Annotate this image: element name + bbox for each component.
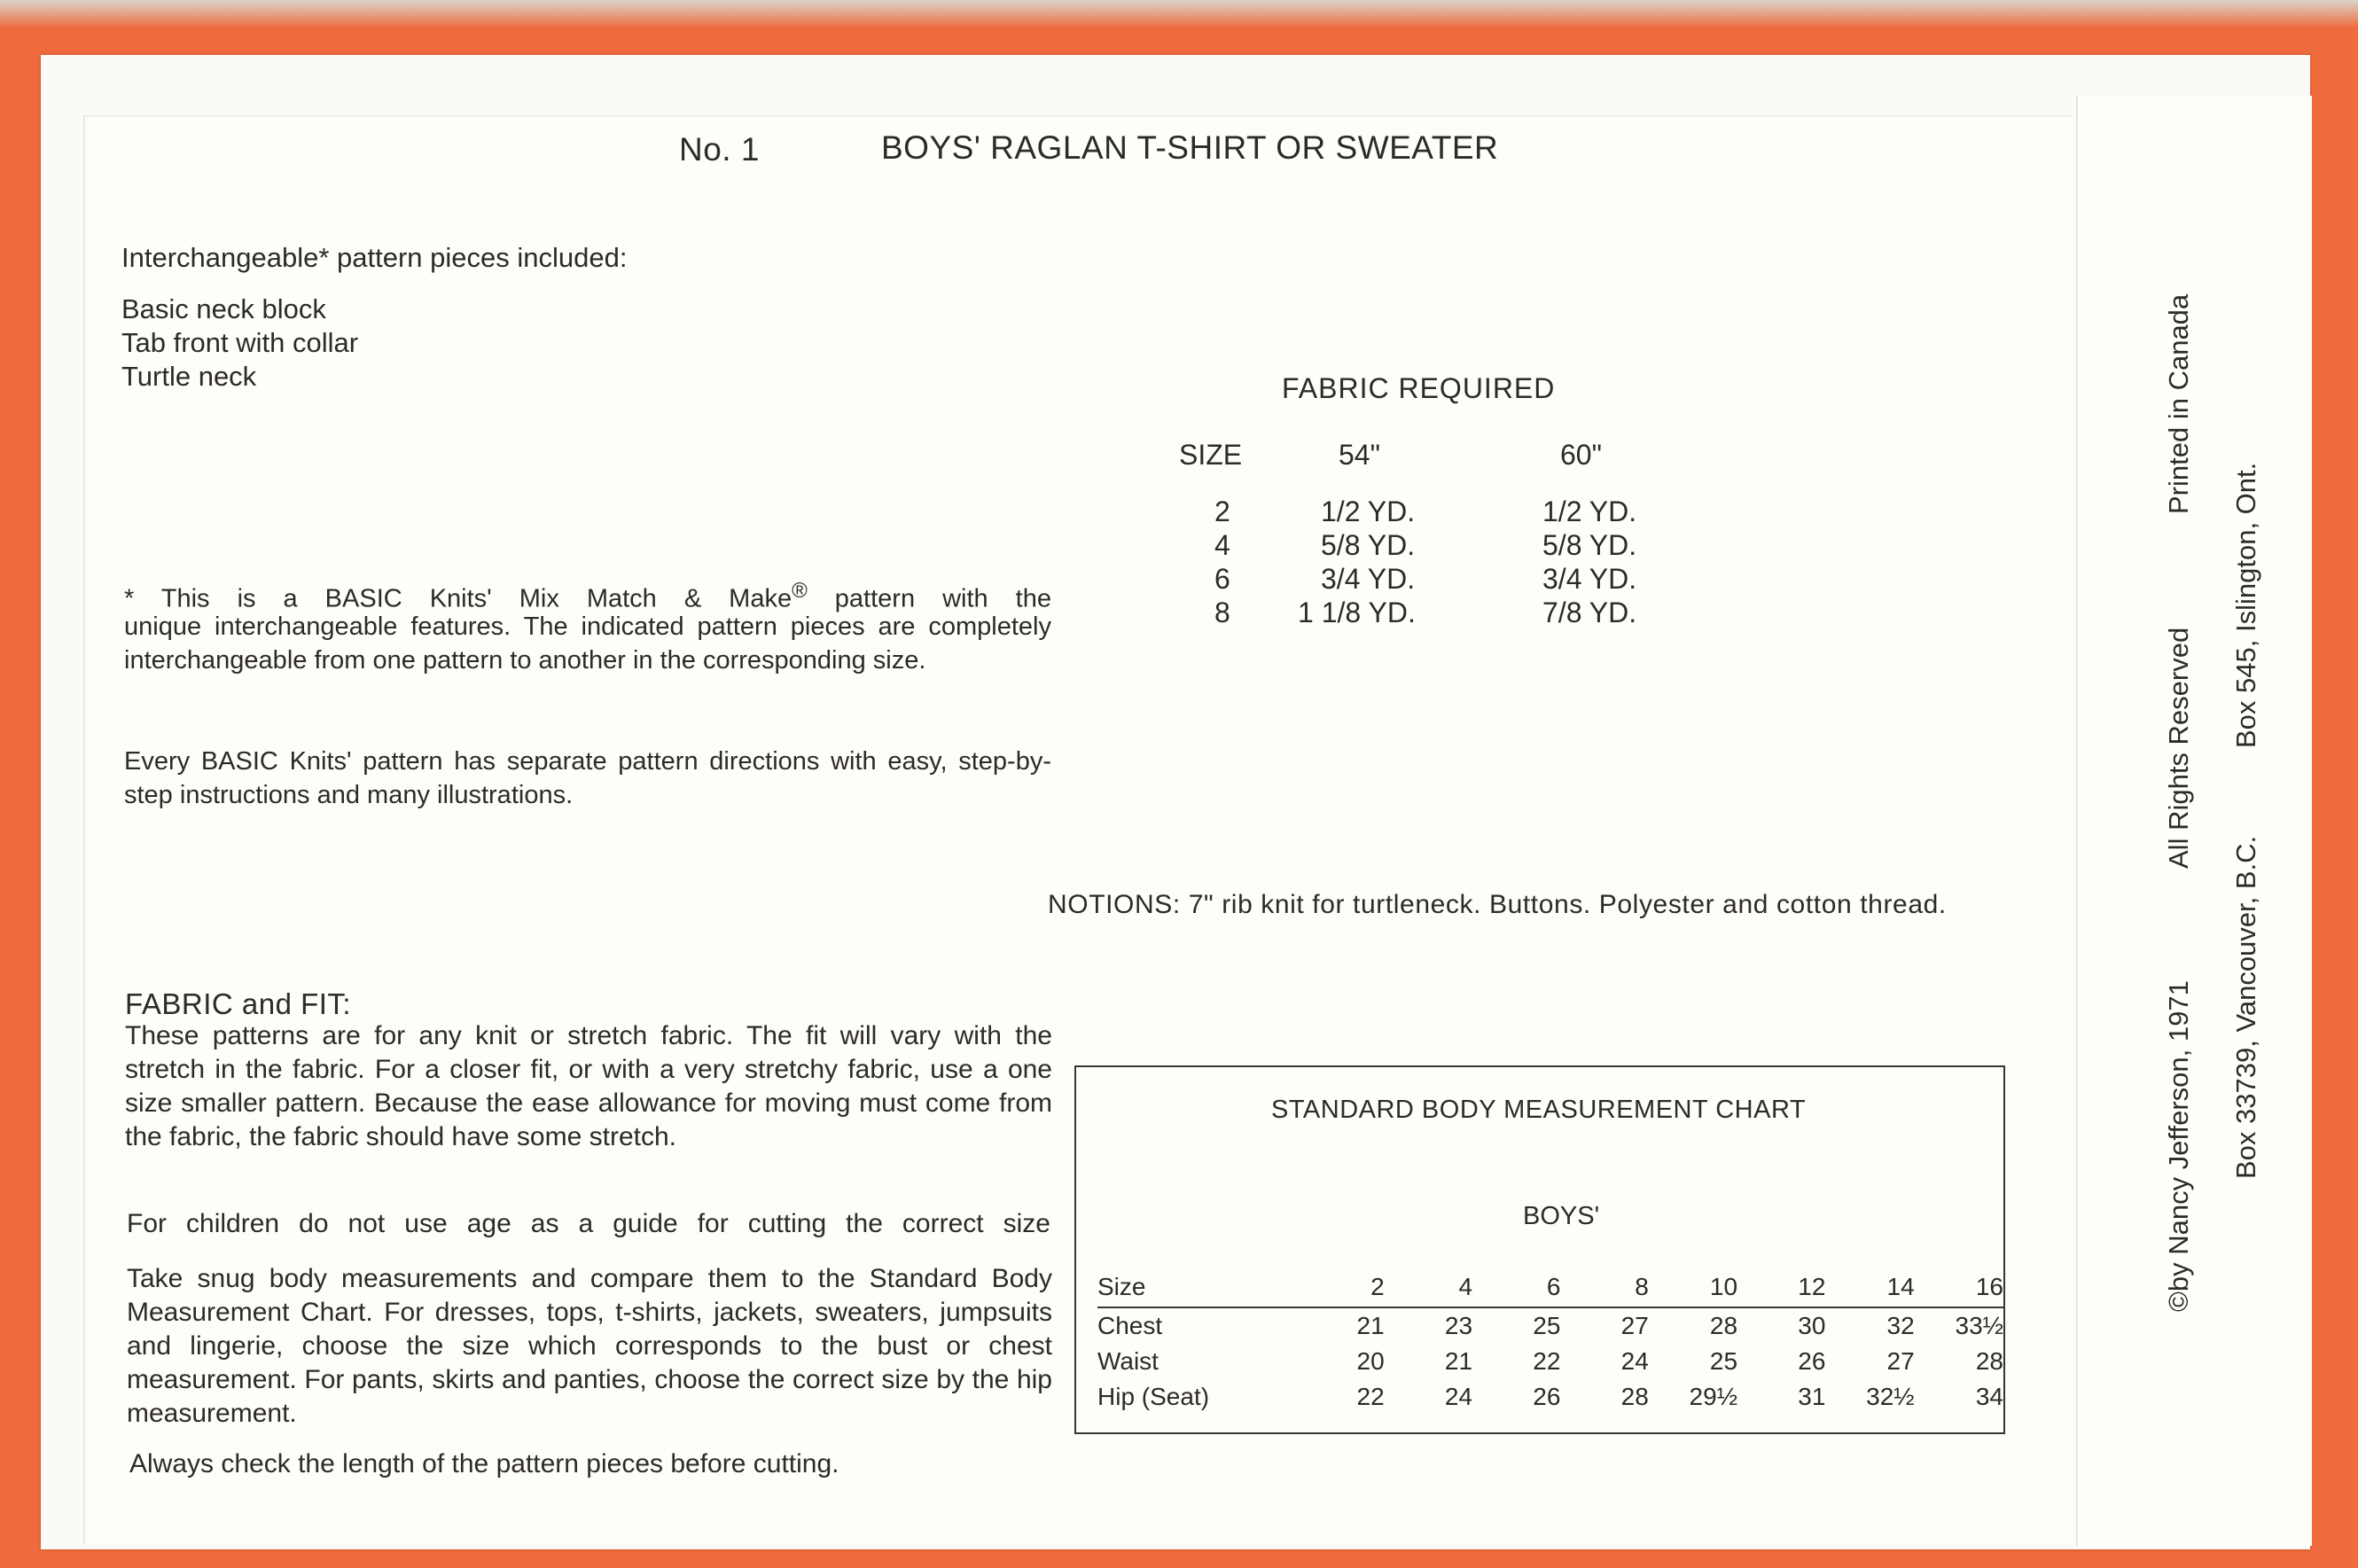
registered-mark: ®: [792, 579, 808, 603]
note-line1-end: pattern with the: [834, 584, 1051, 613]
pattern-title: BOYS' RAGLAN T-SHIRT OR SWEATER: [881, 129, 1499, 166]
size-value: 10: [1649, 1268, 1737, 1307]
size-value: 12: [1737, 1268, 1825, 1307]
fabric-required-table: [1179, 438, 1737, 629]
measurement-row-waist: [1097, 1344, 2003, 1379]
cell: 32: [1886, 1312, 1915, 1339]
row-label: Hip (Seat): [1097, 1383, 1210, 1410]
fabric-fit-paragraph-4: Always check the length of the pattern pieces before cutting.: [129, 1449, 839, 1478]
every-paragraph: Every BASIC Knits' pattern has separate pattern directions with easy, step-by-step instructions and many illustrations.: [124, 747, 1051, 809]
size-value: 2: [1296, 1268, 1384, 1307]
fabric-fit-heading: FABRIC and FIT:: [125, 987, 352, 1020]
size-label: Size: [1097, 1268, 1296, 1307]
measurement-chart-title: STANDARD BODY MEASUREMENT CHART: [1271, 1096, 1807, 1124]
fabric-fit-paragraph-2: For children do not use age as a guide for cutting the correct size: [127, 1209, 1050, 1238]
fabric-size: 6: [1214, 562, 1230, 595]
fabric-54: 5/8 YD.: [1321, 528, 1416, 561]
cell: 26: [1533, 1383, 1561, 1410]
cell: 33½: [1955, 1312, 2003, 1339]
fabric-54: 3/4 YD.: [1321, 562, 1416, 595]
printed-in-text: Printed in Canada: [2163, 293, 2194, 514]
cell: 23: [1444, 1312, 1473, 1339]
cell: 28: [1975, 1347, 2003, 1375]
fabric-required-title: FABRIC REQUIRED: [1282, 372, 1556, 404]
cell: 34: [1975, 1383, 2003, 1410]
fabric-size: 4: [1214, 528, 1230, 561]
cell: 27: [1886, 1347, 1915, 1375]
cell: 20: [1356, 1347, 1385, 1375]
measurement-table: [1097, 1268, 2003, 1415]
pattern-number: No. 1: [679, 131, 760, 168]
cell: 27: [1620, 1312, 1649, 1339]
cell: 21: [1444, 1347, 1473, 1375]
fabric-header-row: [1179, 438, 1737, 472]
size-value: 6: [1472, 1268, 1560, 1307]
pieces-heading: Interchangeable* pattern pieces included:: [121, 242, 628, 273]
fabric-60: 7/8 YD.: [1542, 596, 1637, 628]
note-paragraph: unique interchangeable features. The indicated pattern pieces are completely interchangeable from one pattern to another in the corresponding size.: [124, 612, 1051, 675]
fabric-54: 1/2 YD.: [1321, 495, 1416, 527]
fabric-col-size: SIZE: [1179, 438, 1243, 471]
size-value: 4: [1385, 1268, 1472, 1307]
notions: NOTIONS: 7" rib knit for turtleneck. Buttons. Polyester and cotton thread.: [1048, 890, 1947, 919]
address-vancouver: Box 33739, Vancouver, B.C.: [2230, 835, 2261, 1179]
cell: 30: [1798, 1312, 1826, 1339]
fabric-60: 1/2 YD.: [1542, 495, 1637, 527]
envelope-edge: [0, 0, 2358, 28]
note-line1-start: * This is a BASIC Knits' Mix Match & Make: [124, 584, 793, 613]
cell: 28: [1620, 1383, 1649, 1410]
fabric-fit-paragraph-1: These patterns are for any knit or stretch fabric. The fit will vary with the stretch in the fabric. For a closer fit, or with a very stretchy fabric, use a one size smaller pattern. Because the ease allowance for moving must come from the fabric, the fabric should have some stretch.: [125, 1021, 1052, 1151]
cell: 26: [1798, 1347, 1826, 1375]
fabric-60: 3/4 YD.: [1542, 562, 1637, 595]
cell: 24: [1444, 1383, 1473, 1410]
measurement-size-row: [1097, 1268, 2003, 1307]
row-label: Waist: [1097, 1347, 1159, 1375]
fabric-row: [1179, 528, 1737, 562]
cell: 25: [1533, 1312, 1561, 1339]
cell: 22: [1356, 1383, 1385, 1410]
fabric-col-54: 54": [1339, 438, 1380, 471]
measurement-row-hip: [1097, 1379, 2003, 1415]
copyright-text: ©by Nancy Jefferson, 1971: [2163, 980, 2194, 1312]
cell: 32½: [1866, 1383, 1915, 1410]
fabric-col-60: 60": [1560, 438, 1602, 471]
measurement-chart: [1074, 1065, 2005, 1434]
row-label: Chest: [1097, 1312, 1163, 1339]
fabric-row: [1179, 472, 1737, 528]
cell: 29½: [1689, 1383, 1738, 1410]
fabric-fit-paragraph-3: Take snug body measurements and compare them to the Standard Body Measurement Chart. For dresses, tops, t-shirts, jackets, sweaters, jumpsuits and lingerie, choose the size which corresponds to the bust or chest measurement. For pants, skirts and panties, choose the correct size by the hip measurement.: [127, 1264, 1052, 1428]
cell: 25: [1709, 1347, 1738, 1375]
measurement-row-chest: [1097, 1307, 2003, 1344]
address-islington: Box 545, Islington, Ont.: [2230, 462, 2261, 748]
size-value: 8: [1560, 1268, 1648, 1307]
fabric-60: 5/8 YD.: [1542, 528, 1637, 561]
fabric-row: [1179, 596, 1737, 629]
cell: 28: [1709, 1312, 1738, 1339]
size-value: 16: [1915, 1268, 2003, 1307]
fabric-size: 8: [1214, 596, 1230, 628]
fabric-row: [1179, 562, 1737, 596]
rights-text: All Rights Reserved: [2163, 627, 2194, 869]
fabric-size: 2: [1214, 495, 1230, 527]
cell: 21: [1356, 1312, 1385, 1339]
cell: 24: [1620, 1347, 1649, 1375]
size-value: 14: [1825, 1268, 1914, 1307]
piece-item: Tab front with collar: [121, 327, 359, 358]
piece-item: Basic neck block: [121, 293, 326, 324]
fabric-54: 1 1/8 YD.: [1298, 596, 1416, 628]
cell: 31: [1798, 1383, 1826, 1410]
piece-item: Turtle neck: [121, 361, 257, 392]
measurement-chart-subtitle: BOYS': [1523, 1202, 1600, 1230]
cell: 22: [1533, 1347, 1561, 1375]
